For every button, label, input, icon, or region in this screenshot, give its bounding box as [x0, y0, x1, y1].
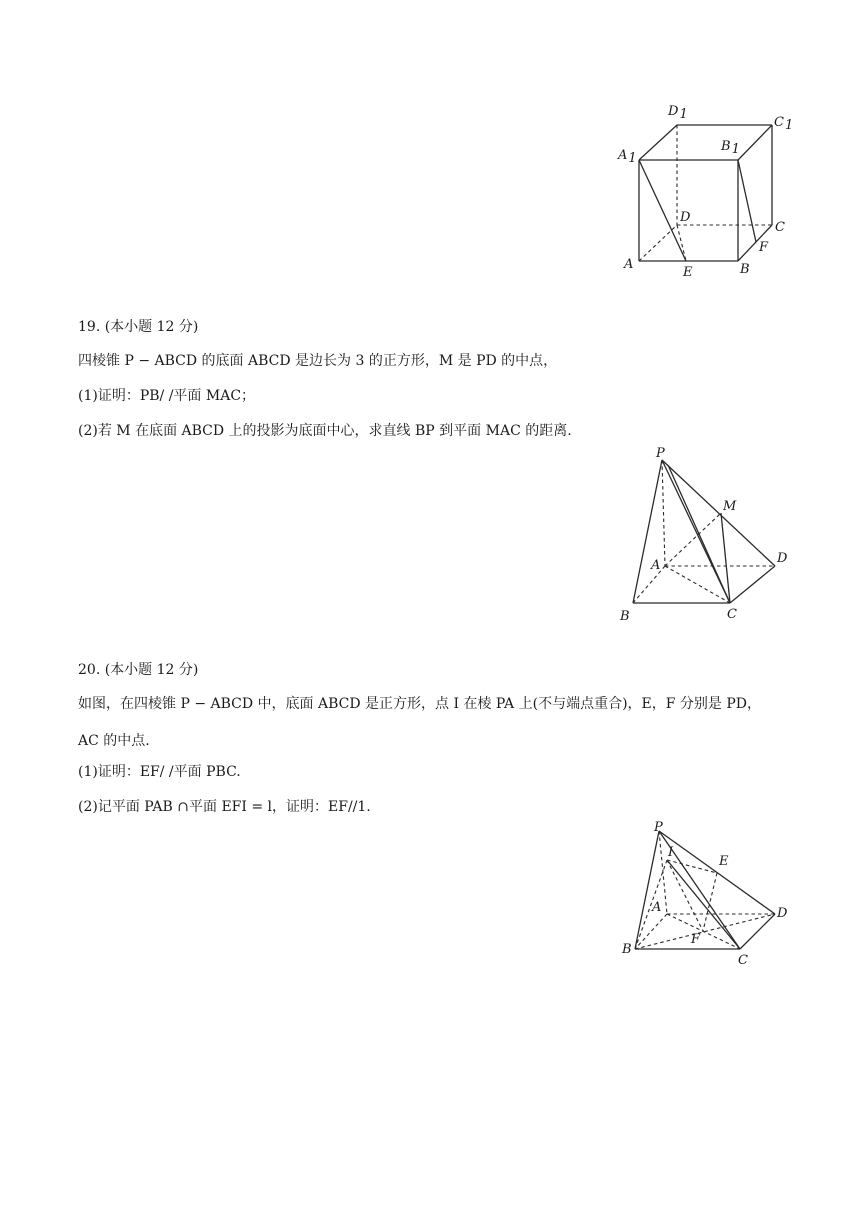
edge-p-b [633, 460, 662, 603]
label-a1: A1 [618, 148, 637, 166]
label-d1: D1 [668, 104, 688, 122]
edge-c-d [740, 914, 775, 949]
label-m: M [723, 499, 737, 514]
segment-b1-f [738, 160, 756, 242]
label-i: I [668, 845, 674, 860]
label-b: B [620, 609, 630, 624]
edge-p-b [635, 831, 662, 949]
label-e: E [683, 265, 693, 280]
label-f: F [759, 240, 769, 255]
segment-a-c [665, 566, 730, 603]
cube-figure [610, 95, 820, 285]
pyramid-figure-q19 [610, 440, 800, 625]
segment-a1-e [639, 160, 686, 261]
label-b: B [622, 942, 632, 957]
label-d: D [680, 210, 691, 225]
q19-stem: 四棱锥 P − ABCD 的底面 ABCD 是边长为 3 的正方形，M 是 PD 的中点， [78, 353, 558, 369]
label-a: A [651, 558, 661, 573]
label-c1: C1 [774, 115, 794, 133]
edge-a1-d1 [639, 125, 677, 160]
segment-i-c [667, 860, 740, 949]
label-c: C [738, 953, 748, 968]
q20-header: 20. (本小题 12 分) [78, 662, 199, 678]
segment-d-e [677, 225, 686, 261]
edge-p-a [662, 460, 665, 566]
edge-p-d [659, 831, 775, 914]
segment-a-c [667, 914, 740, 949]
label-b: B [740, 262, 750, 277]
edge-b1-c1 [738, 125, 772, 160]
q19-part2: (2)若 M 在底面 ABCD 上的投影为底面中心，求直线 BP 到平面 MAC 的距离. [78, 423, 572, 439]
label-p: P [654, 820, 663, 835]
segment-i-f [667, 860, 703, 931]
label-c: C [775, 220, 785, 235]
segment-e-f [703, 873, 717, 931]
q20-stem: 如图，在四棱锥 P − ABCD 中，底面 ABCD 是正方形，点 I 在棱 PA 上(不与端点重合)，E，F 分别是 PD，AC 的中点. [78, 696, 762, 749]
label-p: P [656, 446, 665, 461]
label-d: D [777, 551, 788, 566]
q19-part1: (1)证明：PB/ /平面 MAC； [78, 388, 256, 404]
label-b1: B1 [721, 139, 740, 157]
label-f: F [691, 932, 701, 947]
edge-a-b [635, 914, 667, 949]
label-d: D [777, 906, 788, 921]
q20-part2: (2)记平面 PAB ∩平面 EFI = l，证明：EF//1. [78, 799, 371, 815]
q19-header: 19. (本小题 12 分) [78, 319, 199, 335]
label-a: A [624, 257, 634, 272]
label-c: C [727, 607, 737, 622]
edge-p-d [662, 460, 775, 566]
edge-c-d [730, 566, 775, 603]
segment-b-d [635, 914, 775, 949]
q20-part1: (1)证明：EF/ /平面 PBC. [78, 764, 241, 780]
pyramid-figure-q20 [610, 818, 800, 968]
segment-m-c [721, 513, 730, 603]
label-e: E [719, 854, 729, 869]
label-a: A [652, 900, 662, 915]
